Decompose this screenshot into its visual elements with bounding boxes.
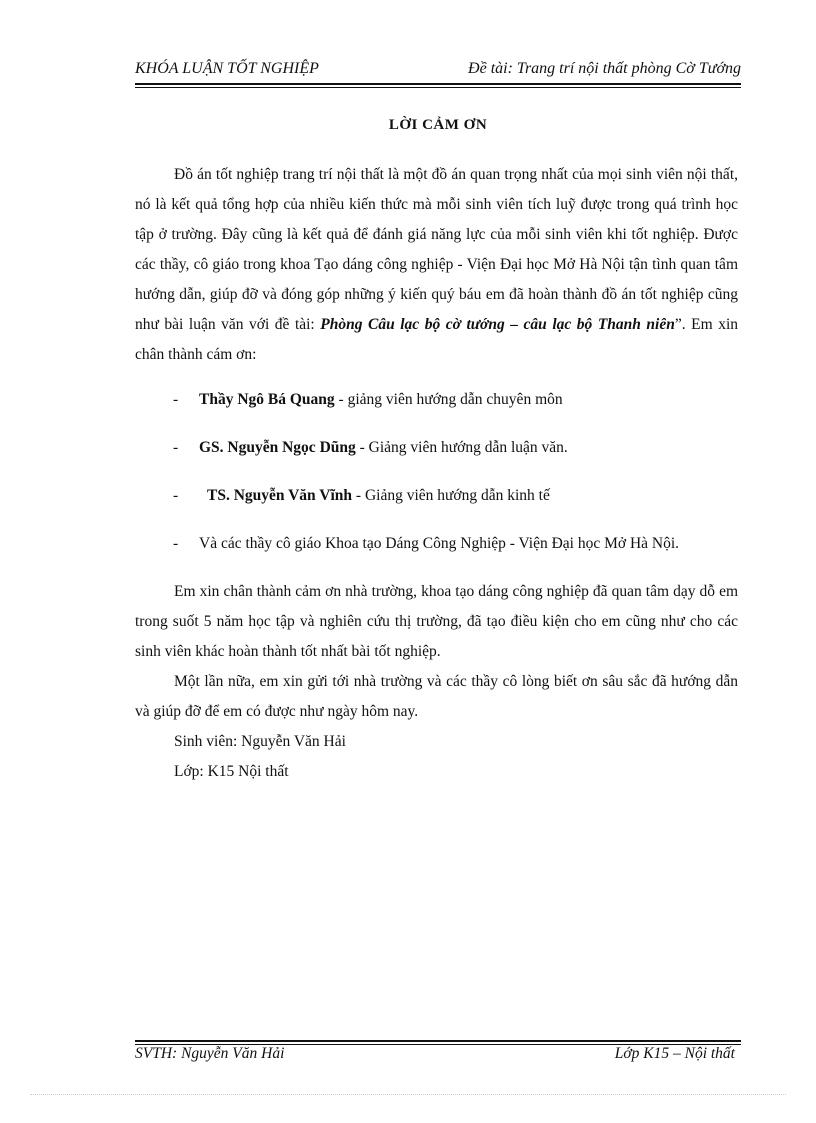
teacher-name: GS. Nguyễn Ngọc Dũng (199, 439, 356, 456)
list-item (135, 433, 738, 463)
header-left-text: KHÓA LUẬN TỐT NGHIỆP (135, 60, 319, 77)
list-item (135, 385, 738, 415)
document-body (135, 160, 738, 787)
list-dash: - (173, 535, 179, 552)
intro-paragraph (135, 160, 738, 370)
student-name: Sinh viên: Nguyễn Văn Hải (174, 733, 346, 750)
list-dash: - (173, 487, 179, 504)
faculty-thanks: Và các thầy cô giáo Khoa tạo Dáng Công Nghiệp - Viện Đại học Mở Hà Nội. (199, 535, 680, 552)
footer-left-text: SVTH: Nguyễn Văn Hải (135, 1045, 285, 1062)
student-class: Lớp: K15 Nội thất (174, 763, 289, 780)
footer-rule (135, 1040, 741, 1042)
teacher-role: - Giảng viên hướng dẫn luận văn. (355, 439, 568, 456)
page-title: LỜI CẢM ƠN (388, 117, 488, 133)
header-rule-thin (135, 87, 741, 88)
teacher-role: - giảng viên hướng dẫn chuyên môn (334, 391, 563, 408)
intro-text-after: ”. Em xin chân thành cám ơn: (135, 316, 738, 363)
footer-right-text: Lớp K15 – Nội thất (614, 1045, 735, 1062)
list-item (135, 529, 738, 559)
closing-paragraph: Một lần nữa, em xin gửi tới nhà trường và các thầy cô lòng biết ơn sâu sắc đã hướng dẫn và giúp đỡ để em có được như ngày hôm nay. (135, 673, 738, 720)
teacher-name: TS. Nguyễn Văn Vĩnh (207, 487, 353, 504)
page-bottom-divider (30, 1094, 786, 1095)
list-item (135, 481, 738, 511)
page-header (135, 60, 741, 84)
intro-emphasis: Phòng Câu lạc bộ cờ tướng – câu lạc bộ Thanh niên (320, 316, 675, 333)
closing-paragraph: Em xin chân thành cảm ơn nhà trường, khoa tạo dáng công nghiệp đã quan tâm dạy dỗ em trong suốt 5 năm học tập và nghiên cứu thị trường, đã tạo điều kiện cho em cũng như cho các sinh viên khác hoàn thành tốt nhất bài tốt nghiệp. (135, 583, 738, 660)
acknowledgement-list (135, 385, 738, 559)
page-footer (135, 1045, 741, 1067)
teacher-name: Thầy Ngô Bá Quang (199, 391, 335, 408)
teacher-role: - Giảng viên hướng dẫn kinh tế (352, 487, 550, 504)
intro-text-before: Đồ án tốt nghiệp trang trí nội thất là một đồ án quan trọng nhất của mọi sinh viên nội thất, nó là kết quả tổng hợp của nhiều kiến thức mà mỗi sinh viên tích luỹ được trong quá trình học tập ở trường. Đây cũng là kết quả để đánh giá năng lực của mỗi sinh viên khi tốt nghiệp. Được các thầy, cô giáo trong khoa Tạo dáng công nghiệp - Viện Đại học Mở Hà Nội tận tình quan tâm hướng dẫn, giúp đỡ và đóng góp những ý kiến quý báu em đã hoàn thành đồ án tốt nghiệp cũng như bài luận văn với đề tài: (135, 166, 738, 333)
closing-section (135, 577, 738, 787)
list-dash: - (173, 439, 179, 456)
header-right-text: Đề tài: Trang trí nội thất phòng Cờ Tướng (468, 60, 741, 77)
header-rule (135, 83, 741, 85)
list-dash: - (173, 391, 179, 408)
